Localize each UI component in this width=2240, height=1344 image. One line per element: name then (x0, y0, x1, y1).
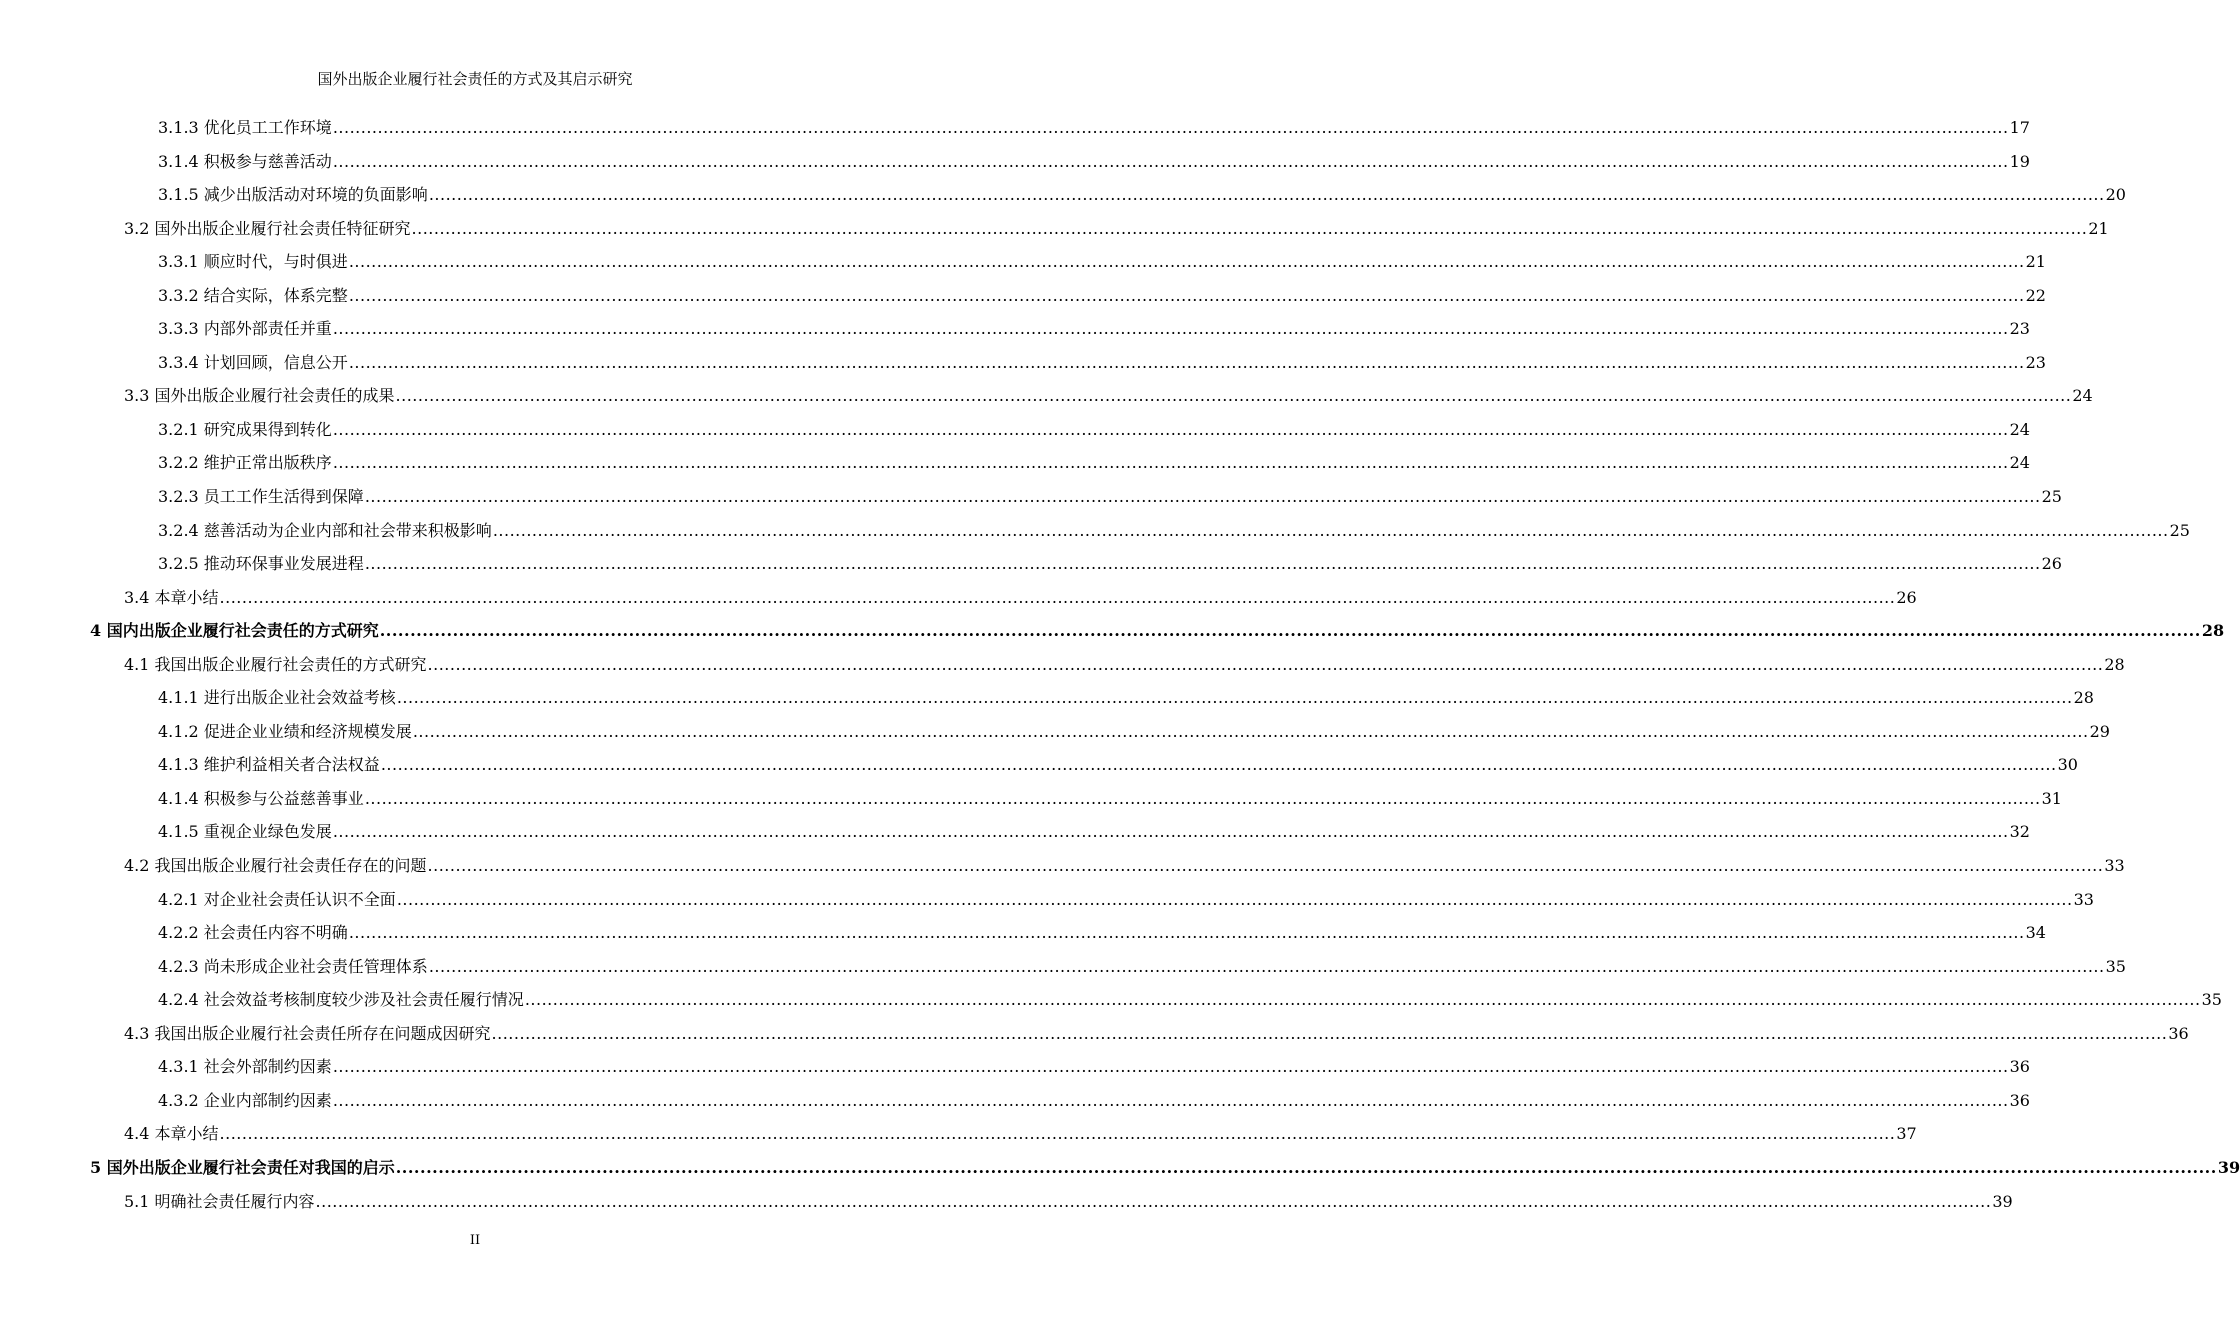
toc-dot-leader: ............................................................................................................................................................................................................................................................................................................ (491, 1023, 2168, 1043)
toc-entry-title: 4.1.4 积极参与公益慈善事业 (158, 788, 364, 808)
toc-entry[interactable] (0, 384, 2093, 418)
toc-entry-title: 3.3 国外出版企业履行社会责任的成果 (124, 386, 395, 406)
toc-entry-title: 5 国外出版企业履行社会责任对我国的启示 (90, 1157, 395, 1177)
toc-entry-title: 3.2 国外出版企业履行社会责任特征研究 (124, 218, 411, 238)
toc-entry[interactable] (0, 519, 2190, 553)
toc-entry[interactable] (0, 351, 2046, 385)
toc-entry-page: 22 (2025, 285, 2046, 305)
toc-entry[interactable] (0, 284, 2046, 318)
toc-dot-leader: ............................................................................................................................................................................................................................................................................................................ (364, 554, 2041, 574)
toc-dot-leader: ............................................................................................................................................................................................................................................................................................................ (332, 453, 2009, 473)
toc-entry-title: 4.1.5 重视企业绿色发展 (158, 822, 332, 842)
toc-entry-title: 4.3 我国出版企业履行社会责任所存在问题成因研究 (124, 1023, 491, 1043)
toc-dot-leader: ............................................................................................................................................................................................................................................................................................................ (348, 285, 2025, 305)
toc-entry-title: 3.4 本章小结 (124, 587, 219, 607)
toc-entry-title: 4.1.1 进行出版企业社会效益考核 (158, 688, 396, 708)
toc-dot-leader: ............................................................................................................................................................................................................................................................................................................ (427, 654, 2104, 674)
toc-entry[interactable] (0, 720, 2110, 754)
toc-entry-page: 32 (2009, 822, 2030, 842)
toc-entry[interactable] (0, 1156, 2240, 1190)
toc-entry[interactable] (0, 820, 2030, 854)
toc-entry-title: 4 国内出版企业履行社会责任的方式研究 (90, 621, 379, 641)
toc-entry-title: 3.2.1 研究成果得到转化 (158, 419, 332, 439)
toc-entry-title: 4.2.3 尚未形成企业社会责任管理体系 (158, 956, 428, 976)
toc-entry-title: 3.2.2 维护正常出版秩序 (158, 453, 332, 473)
toc-entry-title: 3.3.4 计划回顾，信息公开 (158, 352, 348, 372)
toc-dot-leader: ............................................................................................................................................................................................................................................................................................................ (332, 822, 2009, 842)
toc-dot-leader: ............................................................................................................................................................................................................................................................................................................ (348, 923, 2025, 943)
toc-entry-title: 3.3.2 结合实际，体系完整 (158, 285, 348, 305)
toc-entry-title: 3.3.3 内部外部责任并重 (158, 319, 332, 339)
toc-dot-leader: ............................................................................................................................................................................................................................................................................................................ (364, 487, 2041, 507)
toc-entry-page: 36 (2009, 1057, 2030, 1077)
toc-entry-page: 28 (2073, 688, 2094, 708)
toc-entry[interactable] (0, 1022, 2189, 1056)
toc-dot-leader: ............................................................................................................................................................................................................................................................................................................ (524, 990, 2201, 1010)
toc-entry-page: 37 (1896, 1124, 1917, 1144)
toc-entry-page: 34 (2025, 923, 2046, 943)
toc-dot-leader: ............................................................................................................................................................................................................................................................................................................ (428, 956, 2105, 976)
toc-entry[interactable] (0, 854, 2125, 888)
toc-entry-title: 4.2.4 社会效益考核制度较少涉及社会责任履行情况 (158, 990, 524, 1010)
toc-entry-page: 24 (2009, 419, 2030, 439)
toc-entry-page: 20 (2105, 185, 2126, 205)
toc-entry-page: 31 (2041, 788, 2062, 808)
toc-entry-page: 28 (2201, 621, 2225, 641)
toc-dot-leader: ............................................................................................................................................................................................................................................................................................................ (332, 1090, 2009, 1110)
toc-entry[interactable] (0, 317, 2030, 351)
toc-dot-leader: ............................................................................................................................................................................................................................................................................................................ (396, 889, 2073, 909)
toc-entry-title: 4.1.2 促进企业业绩和经济规模发展 (158, 721, 412, 741)
toc-entry[interactable] (0, 787, 2062, 821)
toc-entry-page: 35 (2201, 990, 2222, 1010)
toc-entry-page: 21 (2088, 218, 2109, 238)
toc-entry-title: 4.1 我国出版企业履行社会责任的方式研究 (124, 654, 427, 674)
toc-entry-page: 26 (1896, 587, 1917, 607)
toc-entry-page: 33 (2104, 856, 2125, 876)
toc-entry[interactable] (0, 1190, 2013, 1224)
toc-entry[interactable] (0, 150, 2030, 184)
toc-entry-page: 24 (2072, 386, 2093, 406)
toc-entry-page: 23 (2009, 319, 2030, 339)
toc-entry[interactable] (0, 888, 2094, 922)
page-number: II (469, 1233, 481, 1248)
toc-entry-title: 3.3.1 顺应时代，与时俱进 (158, 252, 348, 272)
toc-entry[interactable] (0, 619, 2225, 653)
toc-entry-title: 5.1 明确社会责任履行内容 (124, 1191, 315, 1211)
toc-entry[interactable] (0, 116, 2030, 150)
toc-entry-title: 4.2.2 社会责任内容不明确 (158, 923, 348, 943)
page-footer (0, 1232, 950, 1250)
toc-dot-leader: ............................................................................................................................................................................................................................................................................................................ (492, 520, 2169, 540)
toc-entry-page: 24 (2009, 453, 2030, 473)
toc-entry[interactable] (0, 653, 2125, 687)
toc-entry-title: 3.1.4 积极参与慈善活动 (158, 151, 332, 171)
toc-dot-leader: ............................................................................................................................................................................................................................................................................................................ (332, 118, 2009, 137)
toc-dot-leader: ............................................................................................................................................................................................................................................................................................................ (395, 1157, 2217, 1177)
toc-dot-leader: ............................................................................................................................................................................................................................................................................................................ (379, 621, 2201, 641)
toc-dot-leader: ............................................................................................................................................................................................................................................................................................................ (395, 386, 2072, 406)
toc-dot-leader: ............................................................................................................................................................................................................................................................................................................ (219, 587, 1896, 607)
toc-entry[interactable] (0, 921, 2046, 955)
toc-dot-leader: ............................................................................................................................................................................................................................................................................................................ (427, 856, 2104, 876)
toc-entry-page: 25 (2041, 487, 2062, 507)
toc-entry-page: 36 (2009, 1090, 2030, 1110)
toc-dot-leader: ............................................................................................................................................................................................................................................................................................................ (219, 1124, 1896, 1144)
toc-entry[interactable] (0, 183, 2126, 217)
toc-entry-title: 3.1.5 减少出版活动对环境的负面影响 (158, 185, 428, 205)
toc-dot-leader: ............................................................................................................................................................................................................................................................................................................ (332, 419, 2009, 439)
toc-entry-page: 21 (2025, 252, 2046, 272)
toc-entry[interactable] (0, 418, 2030, 452)
toc-dot-leader: ............................................................................................................................................................................................................................................................................................................ (411, 218, 2088, 238)
toc-entry-page: 35 (2105, 956, 2126, 976)
toc-entry-title: 4.2 我国出版企业履行社会责任存在的问题 (124, 856, 427, 876)
toc-entry-title: 4.1.3 维护利益相关者合法权益 (158, 755, 380, 775)
toc-entry-title: 3.1.3 优化员工工作环境 (158, 118, 332, 137)
document-title: 国外出版企业履行社会责任的方式及其启示研究 (317, 70, 633, 88)
toc-entry[interactable] (0, 1089, 2030, 1123)
toc-entry-title: 3.2.5 推动环保事业发展进程 (158, 554, 364, 574)
toc-entry-title: 4.2.1 对企业社会责任认识不全面 (158, 889, 396, 909)
toc-dot-leader: ............................................................................................................................................................................................................................................................................................................ (364, 788, 2041, 808)
table-of-contents (0, 116, 2240, 1223)
toc-entry[interactable] (0, 552, 2062, 586)
toc-entry-page: 33 (2073, 889, 2094, 909)
toc-entry-page: 36 (2168, 1023, 2189, 1043)
toc-entry[interactable] (0, 955, 2126, 989)
toc-entry-page: 17 (2009, 118, 2030, 137)
toc-entry-page: 28 (2104, 654, 2125, 674)
toc-dot-leader: ............................................................................................................................................................................................................................................................................................................ (380, 755, 2057, 775)
toc-dot-leader: ............................................................................................................................................................................................................................................................................................................ (315, 1191, 1992, 1211)
toc-dot-leader: ............................................................................................................................................................................................................................................................................................................ (348, 352, 2025, 372)
toc-entry[interactable] (0, 451, 2030, 485)
toc-dot-leader: ............................................................................................................................................................................................................................................................................................................ (348, 252, 2025, 272)
toc-entry-page: 23 (2025, 352, 2046, 372)
toc-entry-title: 4.3.1 社会外部制约因素 (158, 1057, 332, 1077)
toc-entry[interactable] (0, 586, 1917, 620)
toc-dot-leader: ............................................................................................................................................................................................................................................................................................................ (428, 185, 2105, 205)
toc-entry-page: 29 (2089, 721, 2110, 741)
toc-entry-page: 26 (2041, 554, 2062, 574)
page-header (0, 68, 950, 90)
toc-entry[interactable] (0, 217, 2109, 251)
toc-dot-leader: ............................................................................................................................................................................................................................................................................................................ (332, 151, 2009, 171)
toc-entry-title: 3.2.3 员工工作生活得到保障 (158, 487, 364, 507)
toc-entry[interactable] (0, 686, 2094, 720)
toc-entry[interactable] (0, 485, 2062, 519)
toc-entry[interactable] (0, 753, 2078, 787)
toc-entry[interactable] (0, 988, 2222, 1022)
toc-entry-page: 30 (2057, 755, 2078, 775)
toc-entry[interactable] (0, 250, 2046, 284)
toc-entry-title: 4.4 本章小结 (124, 1124, 219, 1144)
toc-dot-leader: ............................................................................................................................................................................................................................................................................................................ (412, 721, 2089, 741)
toc-entry-title: 3.2.4 慈善活动为企业内部和社会带来积极影响 (158, 520, 492, 540)
toc-entry-title: 4.3.2 企业内部制约因素 (158, 1090, 332, 1110)
toc-entry-page: 19 (2009, 151, 2030, 171)
toc-dot-leader: ............................................................................................................................................................................................................................................................................................................ (396, 688, 2073, 708)
toc-entry[interactable] (0, 1055, 2030, 1089)
toc-dot-leader: ............................................................................................................................................................................................................................................................................................................ (332, 1057, 2009, 1077)
toc-entry-page: 25 (2169, 520, 2190, 540)
toc-entry-page: 39 (1992, 1191, 2013, 1211)
toc-entry-page: 39 (2217, 1157, 2240, 1177)
toc-dot-leader: ............................................................................................................................................................................................................................................................................................................ (332, 319, 2009, 339)
toc-entry[interactable] (0, 1122, 1917, 1156)
